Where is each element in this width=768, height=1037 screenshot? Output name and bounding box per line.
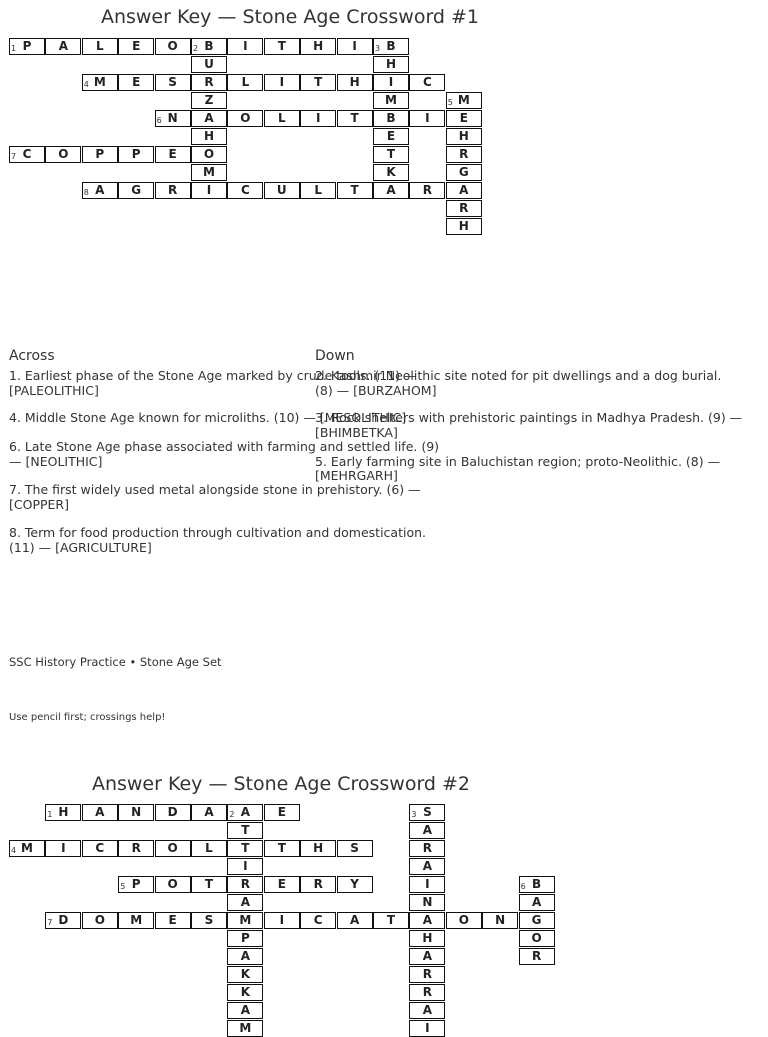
- cell-letter: H: [58, 805, 69, 819]
- cell-letter: A: [240, 895, 251, 909]
- cell-letter: I: [279, 75, 285, 89]
- cell-letter: A: [422, 859, 433, 873]
- grid-cell: [300, 876, 336, 893]
- cell-letter: A: [349, 913, 360, 927]
- cell-letter: R: [422, 967, 433, 981]
- grid-cell: [227, 1020, 263, 1037]
- cell-letter: R: [459, 201, 469, 215]
- cell-letter: M: [93, 75, 106, 89]
- cell-letter: I: [315, 111, 321, 125]
- cell-letter: L: [205, 841, 213, 855]
- clue-number: 4: [83, 80, 89, 89]
- cell-letter: T: [241, 841, 250, 855]
- grid-cell: [409, 876, 445, 893]
- cell-letter: I: [425, 877, 430, 891]
- grid-cell: [409, 1002, 445, 1019]
- cell-letter: T: [350, 111, 359, 125]
- cell-letter: C: [22, 147, 32, 161]
- cell-letter: R: [204, 75, 214, 89]
- clue-number: 6: [156, 116, 162, 125]
- cell-letter: A: [422, 1003, 433, 1017]
- cell-letter: R: [167, 183, 178, 197]
- grid-cell: [227, 984, 263, 1001]
- grid-cell: [45, 840, 81, 857]
- cell-letter: B: [204, 39, 214, 53]
- cell-letter: O: [167, 39, 178, 53]
- grid-cell: [519, 912, 555, 929]
- across-clue-line: [PALEOLITHIC]: [9, 383, 99, 398]
- cell-letter: A: [531, 895, 542, 909]
- cell-letter: D: [167, 805, 178, 819]
- clue-number: 3: [375, 44, 381, 53]
- cell-letter: E: [459, 111, 468, 125]
- grid-cell: [264, 912, 300, 929]
- grid-cell: [409, 840, 445, 857]
- down-clue-line: (8) — [BURZAHOM]: [315, 383, 437, 398]
- across-clue-line: 1. Earliest phase of the Stone Age marked by crude tools. (11) —: [9, 368, 417, 383]
- cell-letter: N: [495, 913, 506, 927]
- cell-letter: H: [458, 129, 469, 143]
- cell-letter: R: [422, 183, 433, 197]
- cell-letter: H: [385, 57, 397, 71]
- cell-letter: T: [277, 841, 286, 855]
- grid-cell: [519, 930, 555, 947]
- cell-letter: C: [240, 183, 250, 197]
- grid-cell: [227, 948, 263, 965]
- cell-letter: T: [277, 39, 286, 53]
- grid-cell: [337, 840, 373, 857]
- grid-cell: [227, 822, 263, 839]
- grid-cell: [227, 876, 263, 893]
- cell-letter: A: [240, 805, 251, 819]
- cell-letter: P: [131, 877, 141, 891]
- cell-letter: T: [386, 147, 396, 161]
- down-clue-line: [BHIMBETKA]: [315, 425, 398, 440]
- grid-cell: [82, 804, 118, 821]
- cell-letter: E: [168, 147, 177, 161]
- cell-letter: U: [204, 57, 214, 71]
- grid-cell: [191, 840, 227, 857]
- puzzle2-title: Answer Key — Stone Age Crossword #2: [91, 773, 471, 795]
- clue-number: 8: [83, 188, 89, 197]
- cell-letter: K: [240, 985, 251, 999]
- cell-letter: M: [203, 165, 215, 179]
- cell-letter: G: [458, 165, 469, 179]
- cell-letter: H: [349, 75, 360, 89]
- across-clue-line: [COPPER]: [9, 497, 69, 512]
- cell-letter: T: [204, 877, 214, 891]
- cell-letter: R: [422, 985, 433, 999]
- grid-cell: [82, 840, 118, 857]
- cell-letter: M: [385, 93, 397, 107]
- grid-cell: [409, 930, 445, 947]
- grid-cell: [373, 912, 409, 929]
- cell-letter: K: [240, 967, 251, 981]
- cell-letter: I: [61, 841, 66, 855]
- grid-cell: [118, 876, 154, 893]
- cell-letter: E: [277, 877, 286, 891]
- grid-cell: [155, 840, 191, 857]
- clue-number: 1: [47, 810, 53, 819]
- cell-letter: E: [277, 805, 286, 819]
- grid-cell: [409, 912, 445, 929]
- clue-number: 5: [447, 98, 453, 107]
- grid-cell: [227, 858, 263, 875]
- cell-letter: R: [459, 147, 469, 161]
- cell-letter: N: [422, 895, 433, 909]
- cell-letter: R: [531, 949, 542, 963]
- cell-letter: R: [240, 877, 251, 891]
- cell-letter: I: [243, 39, 248, 53]
- grid-cell: [409, 984, 445, 1001]
- cell-letter: A: [386, 183, 396, 197]
- clue-number: 2: [193, 44, 199, 53]
- grid-cell: [409, 966, 445, 983]
- cell-letter: B: [386, 39, 396, 53]
- cell-letter: A: [422, 913, 433, 927]
- cell-letter: P: [240, 931, 250, 945]
- grid-cell: [519, 876, 555, 893]
- grid-cell: [227, 1002, 263, 1019]
- grid-cell: [482, 912, 518, 929]
- cell-letter: K: [386, 165, 396, 179]
- grid-cell: [227, 912, 263, 929]
- cell-letter: H: [458, 219, 469, 233]
- grid-cell: [264, 840, 300, 857]
- grid-cell: [409, 1020, 445, 1037]
- cell-letter: R: [422, 841, 433, 855]
- grid-cell: [155, 912, 191, 929]
- grid-cell: [45, 804, 81, 821]
- grid-cell: [191, 876, 227, 893]
- cell-letter: T: [350, 183, 359, 197]
- cell-letter: E: [386, 129, 396, 143]
- grid-cell: [409, 822, 445, 839]
- cell-letter: G: [531, 913, 542, 927]
- cell-letter: O: [458, 913, 469, 927]
- down-clue-line: 3. Rock shelters with prehistoric paintings in Madhya Pradesh. (9) —: [315, 410, 743, 425]
- grid-cell: [9, 840, 45, 857]
- clue-number: 4: [11, 846, 17, 855]
- cell-letter: O: [240, 111, 251, 125]
- across-clue-line: (11) — [AGRICULTURE]: [9, 540, 152, 555]
- cell-letter: Z: [204, 93, 214, 107]
- down-clue-line: 2. Kashmir Neolithic site noted for pit dwellings and a dog burial.: [315, 368, 722, 383]
- cell-letter: M: [239, 913, 252, 927]
- grid-cell: [191, 804, 227, 821]
- clue-number: 7: [11, 152, 17, 161]
- clue-number: 2: [229, 810, 235, 819]
- cell-letter: C: [313, 913, 323, 927]
- cell-letter: B: [386, 111, 396, 125]
- cell-letter: P: [95, 147, 105, 161]
- cell-letter: I: [388, 75, 394, 89]
- grid-cell: [519, 948, 555, 965]
- cell-letter: S: [350, 841, 359, 855]
- cell-letter: P: [22, 39, 32, 53]
- cell-letter: I: [425, 1021, 430, 1035]
- footer-set-label: SSC History Practice • Stone Age Set: [9, 655, 222, 669]
- cell-letter: T: [241, 823, 250, 837]
- grid-cell: [155, 876, 191, 893]
- cell-letter: A: [240, 949, 251, 963]
- cell-letter: A: [58, 39, 69, 53]
- cell-letter: I: [206, 183, 212, 197]
- grid-cell: [227, 966, 263, 983]
- cell-letter: H: [203, 129, 215, 143]
- puzzle1-title: Answer Key — Stone Age Crossword #1: [100, 6, 480, 28]
- grid-cell: [45, 912, 81, 929]
- grid-cell: [118, 840, 154, 857]
- grid-cell: [337, 912, 373, 929]
- cell-letter: H: [313, 39, 324, 53]
- cell-letter: L: [95, 39, 104, 53]
- clue-number: 5: [120, 882, 126, 891]
- cell-letter: A: [95, 805, 105, 819]
- cell-letter: A: [204, 805, 214, 819]
- cell-letter: O: [58, 147, 69, 161]
- cell-letter: T: [314, 75, 323, 89]
- grid-cell: [337, 876, 373, 893]
- grid-cell: [409, 858, 445, 875]
- cell-letter: S: [168, 75, 177, 89]
- down-clue-line: [MEHRGARH]: [315, 468, 398, 483]
- clue-number: 1: [11, 44, 17, 53]
- grid-cell: [409, 948, 445, 965]
- cell-letter: I: [279, 913, 285, 927]
- cell-letter: O: [203, 147, 215, 161]
- cell-letter: L: [241, 75, 250, 89]
- cell-letter: C: [95, 841, 105, 855]
- cell-letter: E: [132, 75, 141, 89]
- cell-letter: I: [425, 111, 430, 125]
- cell-letter: T: [386, 913, 396, 927]
- cell-letter: B: [532, 877, 542, 891]
- grid-cell: [300, 840, 336, 857]
- cell-letter: M: [21, 841, 33, 855]
- cell-letter: A: [240, 1003, 251, 1017]
- cell-letter: H: [313, 841, 324, 855]
- cell-letter: A: [422, 823, 433, 837]
- cell-letter: M: [239, 1021, 252, 1035]
- down-heading: Down: [315, 348, 355, 364]
- clue-number: 3: [411, 810, 417, 819]
- cell-letter: N: [167, 111, 178, 125]
- down-clue-line: 5. Early farming site in Baluchistan region; proto-Neolithic. (8) —: [315, 454, 721, 469]
- cell-letter: C: [422, 75, 432, 89]
- grid-cell: [227, 804, 263, 821]
- cell-letter: A: [95, 183, 105, 197]
- grid-cell: [409, 804, 445, 821]
- cell-letter: U: [276, 183, 287, 197]
- cell-letter: M: [457, 93, 470, 107]
- cell-letter: L: [277, 111, 286, 125]
- cell-letter: O: [531, 931, 542, 945]
- cell-letter: O: [167, 841, 178, 855]
- across-clue-line: 6. Late Stone Age phase associated with farming and settled life. (9): [9, 439, 440, 454]
- cell-letter: A: [204, 111, 214, 125]
- cell-letter: R: [131, 841, 141, 855]
- cell-letter: R: [313, 877, 323, 891]
- grid-cell: [446, 912, 482, 929]
- cell-letter: O: [167, 877, 178, 891]
- cell-letter: Y: [350, 877, 359, 891]
- across-clue-line: — [NEOLITHIC]: [9, 454, 103, 469]
- cell-letter: A: [422, 949, 433, 963]
- across-clue-line: 4. Middle Stone Age known for microliths. (10) — [MESOLITHIC]: [9, 410, 407, 425]
- cell-letter: N: [131, 805, 142, 819]
- across-clue-line: 7. The first widely used metal alongside stone in prehistory. (6) —: [9, 482, 421, 497]
- cell-letter: G: [131, 183, 142, 197]
- cell-letter: A: [459, 183, 469, 197]
- grid-cell: [409, 894, 445, 911]
- clue-number: 6: [520, 882, 526, 891]
- grid-cell: [227, 894, 263, 911]
- clue-number: 7: [47, 918, 53, 927]
- cell-letter: D: [58, 913, 69, 927]
- grid-cell: [82, 912, 118, 929]
- grid-cell: [155, 804, 191, 821]
- footer-tip: Use pencil first; crossings help!: [9, 712, 166, 723]
- grid-cell: [300, 912, 336, 929]
- grid-cell: [264, 804, 300, 821]
- grid-cell: [227, 930, 263, 947]
- cell-letter: I: [243, 859, 248, 873]
- cell-letter: P: [131, 147, 141, 161]
- cell-letter: E: [132, 39, 141, 53]
- across-heading: Across: [9, 348, 55, 364]
- grid-cell: [191, 912, 227, 929]
- cell-letter: H: [422, 931, 433, 945]
- grid-cell: [264, 876, 300, 893]
- cell-letter: S: [204, 913, 214, 927]
- cell-letter: M: [130, 913, 143, 927]
- cell-letter: I: [352, 39, 357, 53]
- cell-letter: O: [94, 913, 105, 927]
- across-clue-line: 8. Term for food production through cultivation and domestication.: [9, 525, 427, 540]
- grid-cell: [118, 912, 154, 929]
- grid-cell: [118, 804, 154, 821]
- cell-letter: L: [314, 183, 323, 197]
- grid-cell: [519, 894, 555, 911]
- grid-cell: [227, 840, 263, 857]
- cell-letter: S: [423, 805, 432, 819]
- cell-letter: E: [168, 913, 177, 927]
